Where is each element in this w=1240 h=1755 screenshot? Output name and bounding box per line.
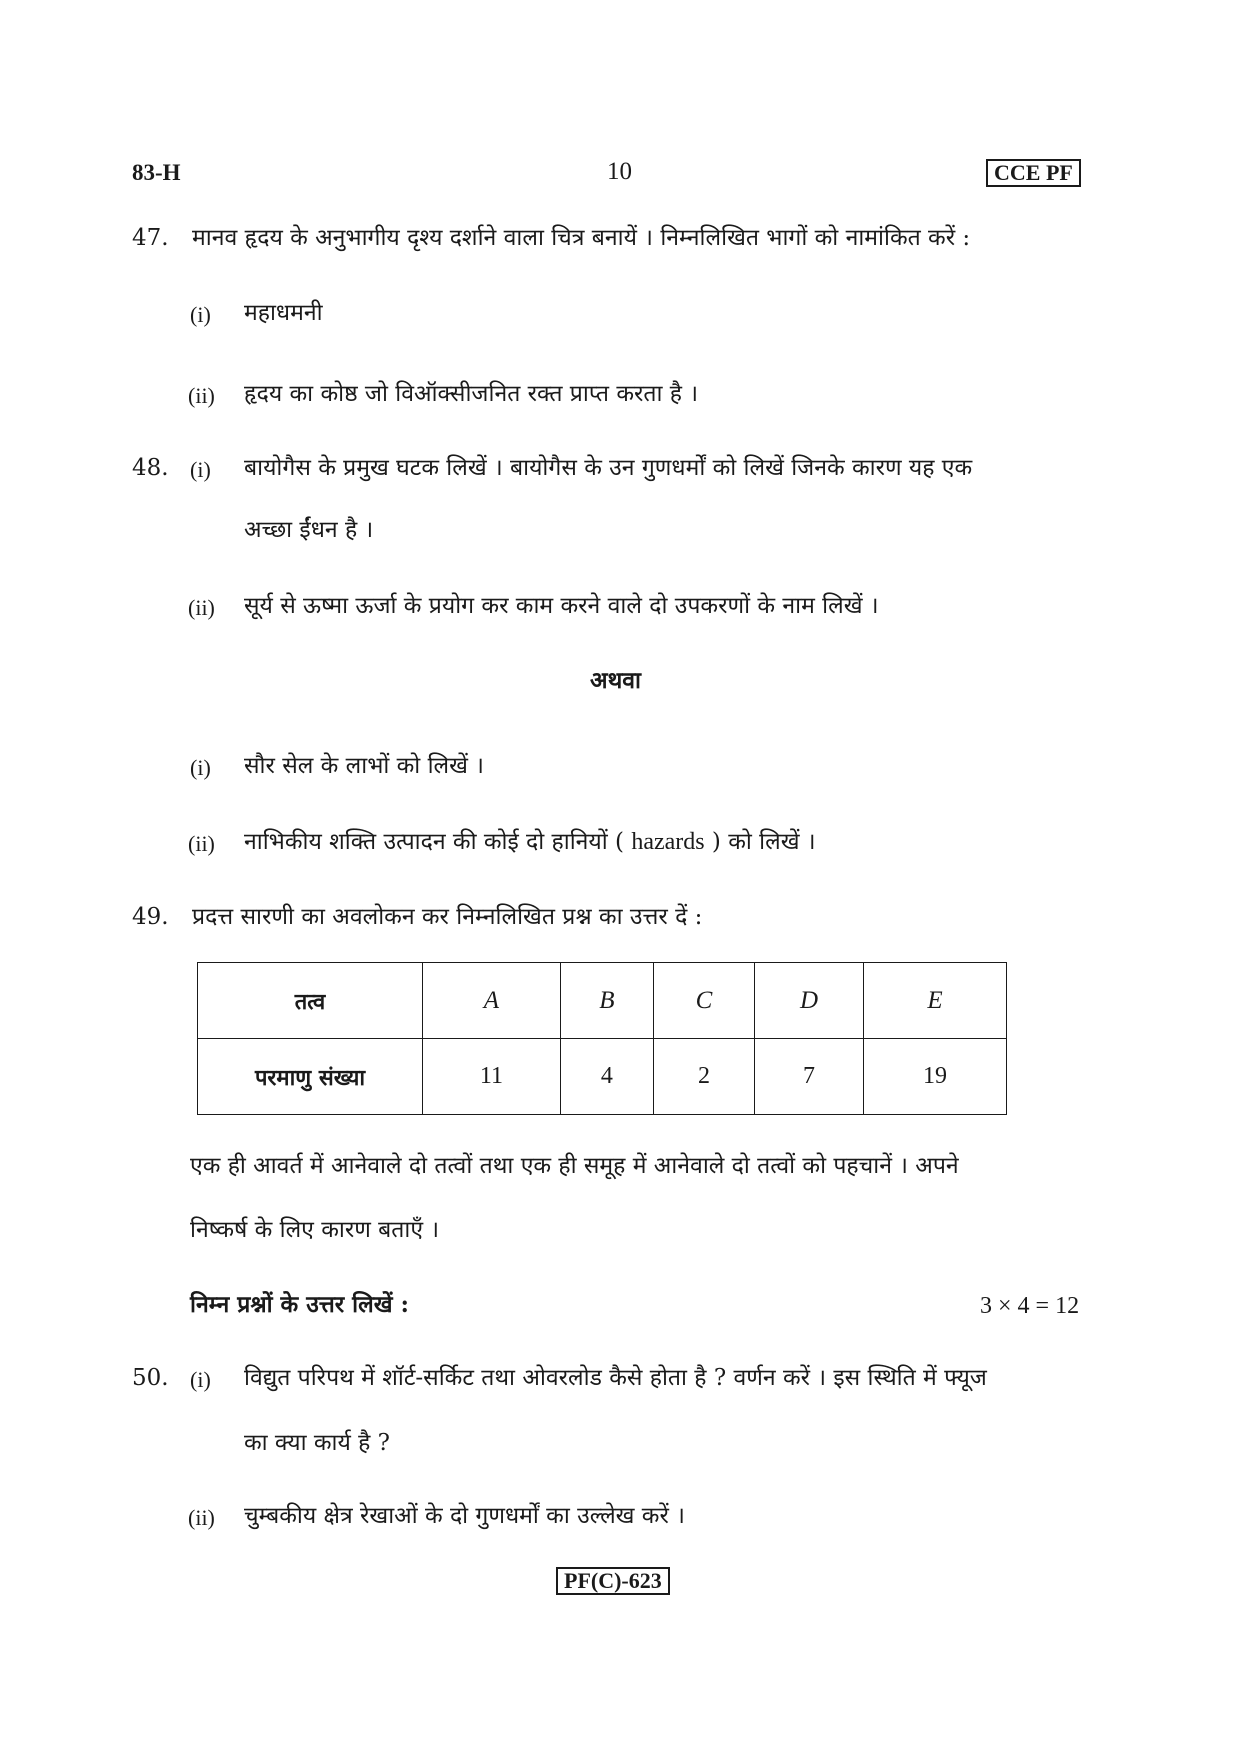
- q49-text: प्रदत्त सारणी का अवलोकन कर निम्नलिखित प्रश्न का उत्तर दें :: [192, 904, 703, 930]
- q47-text: मानव हृदय के अनुभागीय दृश्य दर्शाने वाला चित्र बनायें । निम्नलिखित भागों को नामांकित करें :: [192, 225, 971, 251]
- or-label: अथवा: [590, 667, 642, 694]
- q48-part1-line2: अच्छा ईंधन है ।: [244, 517, 374, 543]
- q50-part1-label: (i): [190, 1367, 211, 1392]
- q49-number: 49.: [132, 904, 169, 930]
- q48-or-part2-text-before: नाभिकीय शक्ति उत्पादन की कोई दो हानियों (: [244, 829, 632, 855]
- table-cell-element: A: [423, 963, 561, 1039]
- q48-part2-label: (ii): [188, 595, 215, 620]
- q50-part1-line1: विद्युत परिपथ में शॉर्ट-सर्किट तथा ओवरलोड कैसे होता है ? वर्णन करें । इस स्थिति में फ्यूज: [244, 1365, 987, 1391]
- q49-follow-line2: निष्कर्ष के लिए कारण बताएँ ।: [190, 1217, 440, 1243]
- table-row: [198, 963, 1007, 1039]
- q49-follow-line1: एक ही आवर्त में आनेवाले दो तत्वों तथा एक ही समूह में आनेवाले दो तत्वों को पहचानें । अपने: [190, 1153, 959, 1179]
- q47-part2-label: (ii): [188, 383, 215, 408]
- element-table: [197, 962, 1007, 1115]
- q48-or-part1-label: (i): [190, 755, 211, 780]
- q50-part1-line2: का क्या कार्य है ?: [244, 1430, 390, 1456]
- series-code: CCE PF: [986, 159, 1081, 187]
- table-cell-atomic-number: 4: [560, 1039, 653, 1115]
- table-cell-element: C: [653, 963, 754, 1039]
- table-header-element: तत्व: [198, 963, 423, 1039]
- table-cell-atomic-number: 11: [423, 1039, 561, 1115]
- q50-number: 50.: [132, 1365, 169, 1391]
- q48-part2-text: सूर्य से ऊष्मा ऊर्जा के प्रयोग कर काम करने वाले दो उपकरणों के नाम लिखें ।: [244, 593, 879, 619]
- q48-number: 48.: [132, 455, 169, 481]
- q47-number: 47.: [132, 225, 169, 251]
- table-row: [198, 1039, 1007, 1115]
- table-cell-atomic-number: 19: [864, 1039, 1007, 1115]
- q47-part1-text: महाधमनी: [244, 300, 323, 326]
- q48-or-part2-text-after: ) को लिखें ।: [704, 829, 816, 855]
- q48-part1-line1: बायोगैस के प्रमुख घटक लिखें । बायोगैस के उन गुणधर्मों को लिखें जिनके कारण यह एक: [244, 455, 973, 481]
- section-marks: 3 × 4 = 12: [980, 1293, 1080, 1319]
- table-cell-element: B: [560, 963, 653, 1039]
- paper-code: 83-H: [132, 160, 181, 185]
- q48-or-part1-text: सौर सेल के लाभों को लिखें ।: [244, 753, 484, 779]
- q50-part2-text: चुम्बकीय क्षेत्र रेखाओं के दो गुणधर्मों का उल्लेख करें ।: [244, 1503, 685, 1529]
- q48-or-part2-label: (ii): [188, 831, 215, 856]
- footer-code: PF(C)-623: [556, 1567, 670, 1595]
- q48-or-part2-text: [244, 827, 816, 857]
- q48-or-part2-english: hazards: [631, 829, 705, 855]
- table-cell-element: E: [864, 963, 1007, 1039]
- q47-part1-label: (i): [190, 302, 211, 327]
- table-header-atomic-number: परमाणु संख्या: [198, 1039, 423, 1115]
- table-cell-atomic-number: 7: [755, 1039, 864, 1115]
- q50-part2-label: (ii): [188, 1505, 215, 1530]
- table-cell-element: D: [755, 963, 864, 1039]
- q48-part1-label: (i): [190, 457, 211, 482]
- page-number: 10: [607, 158, 632, 185]
- section-instruction: निम्न प्रश्नों के उत्तर लिखें :: [190, 1291, 410, 1318]
- table-cell-atomic-number: 2: [653, 1039, 754, 1115]
- q47-part2-text: हृदय का कोष्ठ जो विऑक्सीजनित रक्त प्राप्त करता है ।: [244, 381, 699, 407]
